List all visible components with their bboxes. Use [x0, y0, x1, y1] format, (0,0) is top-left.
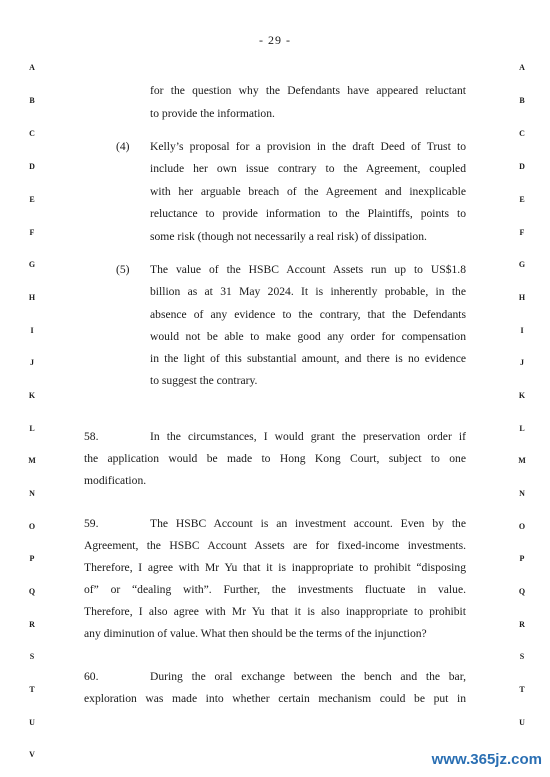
paragraph-number: 59. [84, 517, 99, 530]
margin-letter-h: H [518, 293, 526, 302]
margin-letter-n: N [29, 489, 35, 498]
margin-letter-e: E [29, 195, 35, 204]
sub-paragraph-line: The value of the HSBC Account Assets run up to US$1.8 [150, 263, 466, 276]
margin-letter-v: V [29, 750, 35, 759]
paragraph-line: exploration was made into whether certain mechanism could be put in [84, 692, 466, 705]
continuation-line: to provide the information. [150, 107, 275, 120]
paragraph-line: the application would be made to Hong Kong Court, subject to one [84, 452, 466, 465]
sub-paragraph-line: Kelly’s proposal for a provision in the draft Deed of Trust to [150, 140, 466, 153]
margin-letter-p: P [519, 554, 525, 563]
sub-paragraph-line: absence of any evidence to the contrary, that the Defendants [150, 308, 466, 321]
page-number: - 29 - [259, 33, 291, 47]
margin-letter-i: I [520, 326, 524, 335]
margin-letter-a: A [29, 63, 35, 72]
paragraph-line: In the circumstances, I would grant the preservation order if [150, 430, 466, 443]
paragraph-number: 60. [84, 670, 99, 683]
paragraph-line: modification. [84, 474, 147, 487]
margin-letter-o: O [28, 522, 36, 531]
margin-letter-k: K [28, 391, 36, 400]
margin-letter-f: F [519, 228, 525, 237]
paragraph-line: During the oral exchange between the bench and the bar, [150, 670, 466, 683]
watermark: www.365jz.com [431, 751, 542, 768]
margin-letter-i: I [30, 326, 34, 335]
margin-letter-d: D [519, 162, 525, 171]
margin-letter-m: M [28, 456, 36, 465]
margin-letter-p: P [29, 554, 35, 563]
sub-paragraph-number: (4) [116, 140, 130, 153]
sub-paragraph-line: with her arguable breach of the Agreement and inexplicable [150, 185, 466, 198]
margin-letter-l: L [29, 424, 35, 433]
paragraph-line: of” or “dealing with”. Further, the investments fluctuate in value. [84, 583, 466, 596]
sub-paragraph-line: some risk (though not necessarily a real risk) of dissipation. [150, 230, 427, 243]
sub-paragraph-line: include her own issue contrary to the Agreement, coupled [150, 162, 466, 175]
margin-letter-s: S [519, 652, 525, 661]
margin-letter-c: C [519, 129, 525, 138]
margin-letter-u: U [519, 718, 525, 727]
paragraph-line: any diminution of value. What then should be the terms of the injunction? [84, 627, 427, 640]
margin-letter-k: K [518, 391, 526, 400]
margin-letter-a: A [519, 63, 525, 72]
margin-letter-u: U [29, 718, 35, 727]
margin-letter-g: G [518, 260, 526, 269]
margin-letter-q: Q [28, 587, 36, 596]
sub-paragraph-line: in the light of this substantial amount, and there is no evidence [150, 352, 466, 365]
paragraph-line: Therefore, I agree with Mr Yu that it is inappropriate to prohibit “disposing [84, 561, 466, 574]
sub-paragraph-line: would not be able to make good any order for compensation [150, 330, 466, 343]
margin-letter-b: B [519, 96, 525, 105]
margin-letter-g: G [28, 260, 36, 269]
margin-letter-t: T [29, 685, 35, 694]
sub-paragraph-line: reluctance to provide information to the Plaintiffs, points to [150, 207, 466, 220]
margin-letter-t: T [519, 685, 525, 694]
margin-letter-m: M [518, 456, 526, 465]
margin-letter-n: N [519, 489, 525, 498]
margin-letter-q: Q [518, 587, 526, 596]
margin-letter-b: B [29, 96, 35, 105]
paragraph-line: The HSBC Account is an investment account. Even by the [150, 517, 466, 530]
sub-paragraph-line: billion as at 31 May 2024. It is inherently probable, in the [150, 285, 466, 298]
sub-paragraph-line: to suggest the contrary. [150, 374, 258, 387]
continuation-line: for the question why the Defendants have appeared reluctant [150, 84, 466, 97]
margin-letter-j: J [520, 358, 524, 367]
margin-letter-s: S [29, 652, 35, 661]
paragraph-line: Agreement, the HSBC Account Assets are for fixed-income investments. [84, 539, 466, 552]
margin-letter-o: O [518, 522, 526, 531]
margin-letter-r: R [29, 620, 35, 629]
margin-letter-l: L [519, 424, 525, 433]
margin-letter-j: J [30, 358, 34, 367]
margin-letter-e: E [519, 195, 525, 204]
paragraph-number: 58. [84, 430, 99, 443]
margin-letter-h: H [28, 293, 36, 302]
margin-letter-r: R [519, 620, 525, 629]
sub-paragraph-number: (5) [116, 263, 130, 276]
paragraph-line: Therefore, I also agree with Mr Yu that it is also inappropriate to prohibit [84, 605, 466, 618]
margin-letter-d: D [29, 162, 35, 171]
margin-letter-c: C [29, 129, 35, 138]
margin-letter-f: F [29, 228, 35, 237]
